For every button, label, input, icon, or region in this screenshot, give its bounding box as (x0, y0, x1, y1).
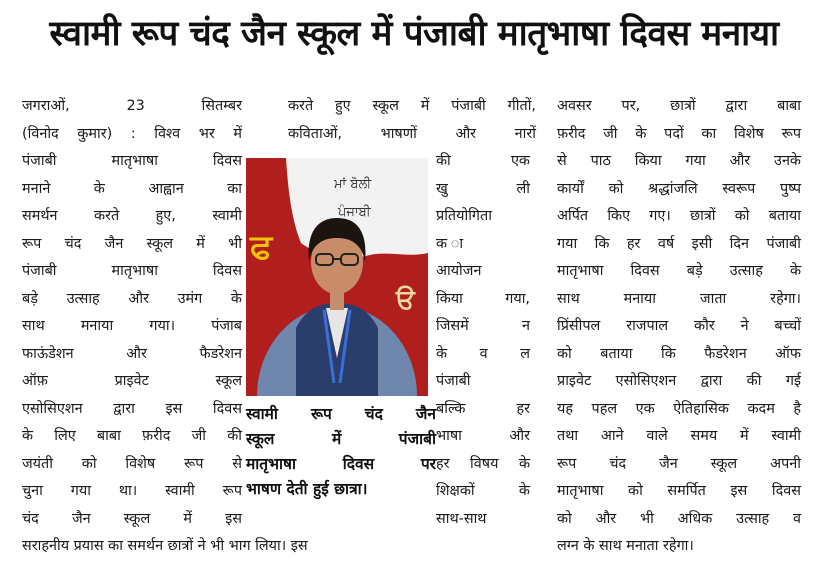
article-line: जिसमें न (436, 318, 530, 334)
caption-line: स्वामी रूप चंद जैन (246, 405, 436, 423)
article-line: क ा (436, 235, 530, 252)
photo-caption (246, 402, 436, 502)
caption-line: मातृभाषा दिवस पर (246, 455, 436, 473)
article-line: चंद जैन स्कूल में इस (22, 510, 242, 527)
article-line: अर्पित किए गए। छात्रों को बताया (557, 208, 801, 224)
article-line: पंजाबी मातृभाषा दिवस (22, 263, 242, 279)
article-line: आयोजन (436, 263, 482, 279)
board-text-1: ਮਾਂ ਬੋਲੀ (334, 177, 372, 192)
article-line: एसोसिएशन द्वारा इस दिवस (22, 400, 242, 417)
student-speech-photo (246, 158, 428, 396)
article-line: की एक (436, 153, 530, 169)
article-line: प्रतियोगिता (436, 208, 492, 224)
article-line: रूप चंद जैन स्कूल अपनी (557, 455, 801, 472)
article-line: साथ मनाया जाता रहेगा। (557, 290, 801, 307)
article-line: पंजाबी (436, 373, 471, 389)
article-line: फ़रीद जी के पदों का विशेष रूप (557, 125, 801, 142)
article-line: को और भी अधिक उत्साह व (557, 510, 801, 527)
letter-icon: ੳ (396, 285, 415, 315)
article-line: समर्थन करते हुए, स्वामी (22, 208, 242, 224)
article-line: खु ली (436, 180, 530, 197)
article-line: तथा आने वाले समय में स्वामी (557, 428, 801, 444)
article-line: हर विषय के (436, 455, 530, 472)
article-line-bottom: सराहनीय प्रयास का समर्थन छात्रों ने भी भाग लिया। इस (22, 538, 308, 554)
article-line: पंजाबी मातृभाषा दिवस (22, 153, 242, 169)
article-line: भाषा और (436, 428, 530, 444)
article-line: बल्कि हर (436, 400, 530, 417)
article-line: यह पहल एक ऐतिहासिक कदम है (557, 400, 801, 417)
article-line: मातृभाषा दिवस बड़े उत्साह के (557, 263, 801, 279)
article-line: कविताओं, भाषणों और नारों (288, 125, 536, 142)
article-line: शिक्षकों के (436, 483, 530, 499)
article-line: ऑफ़ प्राइवेट स्कूल (22, 373, 242, 389)
article-line: बड़े उत्साह और उमंग के (22, 290, 242, 307)
article-line: साथ मनाया गया। पंजाब (22, 318, 242, 334)
article-line: चुना गया था। स्वामी रूप (22, 483, 242, 499)
yellow-letter-icon: ਫ (250, 227, 273, 267)
article-line: फाऊंडेशन और फैडरेशन (22, 345, 242, 362)
article-line: साथ-साथ (436, 510, 487, 527)
article-line: गया कि हर वर्ष इसी दिन पंजाबी (557, 235, 801, 252)
article-line: के लिए बाबा फ़रीद जी की (22, 428, 242, 444)
article-line: लग्न के साथ मनाता रहेगा। (557, 538, 694, 554)
article-line: जयंती को विशेष रूप से (22, 455, 242, 472)
article-line: अवसर पर, छात्रों द्वारा बाबा (557, 98, 801, 114)
article-line: (विनोद कुमार) : विश्व भर में (22, 125, 242, 142)
article-line: मनाने के आह्वान का (22, 180, 242, 197)
caption-line: स्कूल में पंजाबी (246, 430, 436, 448)
headline: स्वामी रूप चंद जैन स्कूल में पंजाबी मातृभाषा दिवस मनाया (49, 14, 779, 54)
article-line: जगराओं, 23 सितम्बर (22, 98, 242, 114)
board-text-2: ਪੰਜਾਬੀ (338, 205, 371, 220)
article-line: से पाठ किया गया और उनके (557, 153, 801, 169)
article-line: प्राइवेट एसोसिएशन द्वारा की गई (557, 373, 801, 389)
article-line: मातृभाषा को समर्पित इस दिवस (557, 483, 801, 499)
article-line: रूप चंद जैन स्कूल में भी (22, 235, 242, 252)
article-line: करते हुए स्कूल में पंजाबी गीतों, (288, 98, 536, 114)
article-line: प्रिंसीपल राजपाल कौर ने बच्चों (557, 318, 801, 334)
caption-line: भाषण देती हुई छात्रा। (246, 480, 368, 498)
article-line: कार्यों को श्रद्धांजलि स्वरूप पुष्प (557, 180, 801, 197)
article-line: को बताया कि फैडरेशन ऑफ (557, 345, 801, 362)
article-line: के व ल (436, 345, 530, 362)
article-line: किया गया, (436, 290, 530, 307)
